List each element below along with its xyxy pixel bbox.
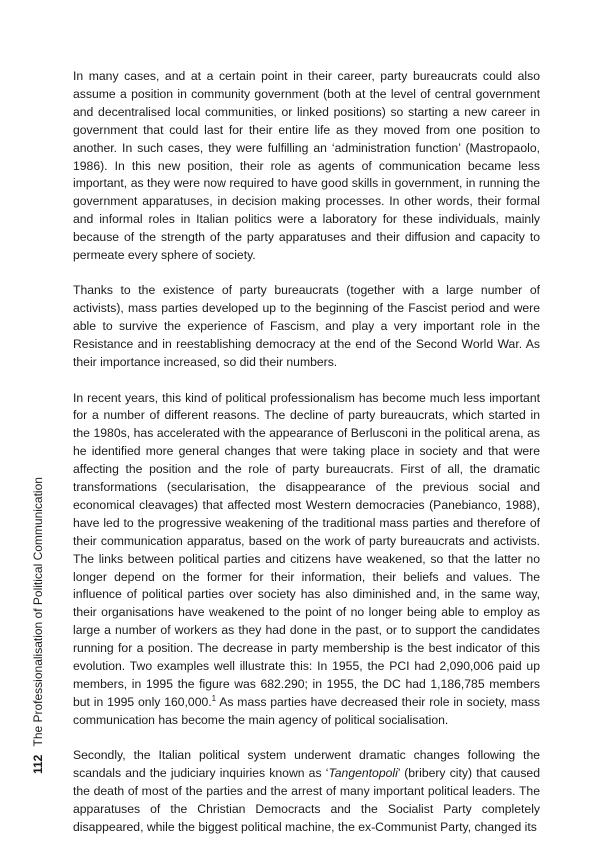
- running-head-title: The Professionalisation of Political Communication: [31, 477, 45, 747]
- paragraph-4-text-continued: ’ (bribery city) that caused the death of most of the parties and the arrest of many important political leaders. The apparatuses of the Christian Democracts and the Socialist Party completely disappeared, while the biggest political machine, the ex-Communist Party, changed its: [73, 766, 540, 834]
- paragraph-2: Thanks to the existence of party bureaucrats (together with a large number of activists), mass parties developed up to the beginning of the Fascist period and were able to survive the experience of Fascism, and play a very important role in the Resistance and in reestablishing democracy at the end of the Second World War. As their importance increased, so did their numbers.: [73, 283, 540, 370]
- footnote-marker: 1: [211, 693, 217, 703]
- paragraph-3: [73, 390, 540, 730]
- running-head: [32, 477, 44, 774]
- italic-term: Tangentopoli: [328, 766, 398, 781]
- paragraph-3-text-continued: As mass parties have decreased their role in society, mass communication has become the main agency of political socialisation.: [73, 694, 541, 727]
- page-number: 112: [31, 754, 45, 774]
- paragraph-3-text: In recent years, this kind of political professionalism has become much less important for a number of different reasons. The decline of party bureaucrats, which started in the 1980s, has accelerated with the appearance of Berlusconi in the political arena, as he identified more general changes that were taking place in society and that were affecting the position and the role of party bureaucrats. First of all, the dramatic transformations (secularisation, the disappearance of the previous social and economical cleavages) that affected most Western democracies (Panebianco, 1988), have led to the progressive weakening of the traditional mass parties and therefore of their communication apparatus, based on the work of party bureaucrats and activists. The links between political parties and citizens have weakened, so that the latter no longer depend on the former for their information, their beliefs and values. The influence of political parties over society has also diminished and, in the same way, their organisations have weakened to the point of no longer being able to employ as large a number of workers as they had done in the past, or to support the candidates running for a position. The decrease in party membership is the best indicator of this evolution. Two examples well illustrate this: In 1955, the PCI had 2,090,006 paid up members, in 1995 the figure was 682.290; in 1955, the DC had 1,186,785 members but in 1995 only 160,000.: [73, 390, 540, 709]
- paragraph-4-text: Secondly, the Italian political system underwent dramatic changes following the scandals and the judiciary inquiries known as ‘: [73, 748, 540, 781]
- paragraph-4: [73, 747, 540, 837]
- body-text: [73, 68, 540, 854]
- paragraph-1: In many cases, and at a certain point in their career, party bureaucrats could also assume a position in community government (both at the level of central government and decentralised local communities, or linked positions) so starting a new career in government that could last for their entire life as they moved from one position to another. In such cases, they were fulfilling an ‘administration function’ (Mastropaolo, 1986). In this new position, their role as agents of communication became less important, as they were now required to have good skills in government, in running the government apparatuses, in decision making processes. In other words, their formal and informal roles in Italian politics were a laboratory for these individuals, mainly because of the strength of the party apparatuses and their diffusion and capacity to permeate every sphere of society.: [73, 69, 540, 263]
